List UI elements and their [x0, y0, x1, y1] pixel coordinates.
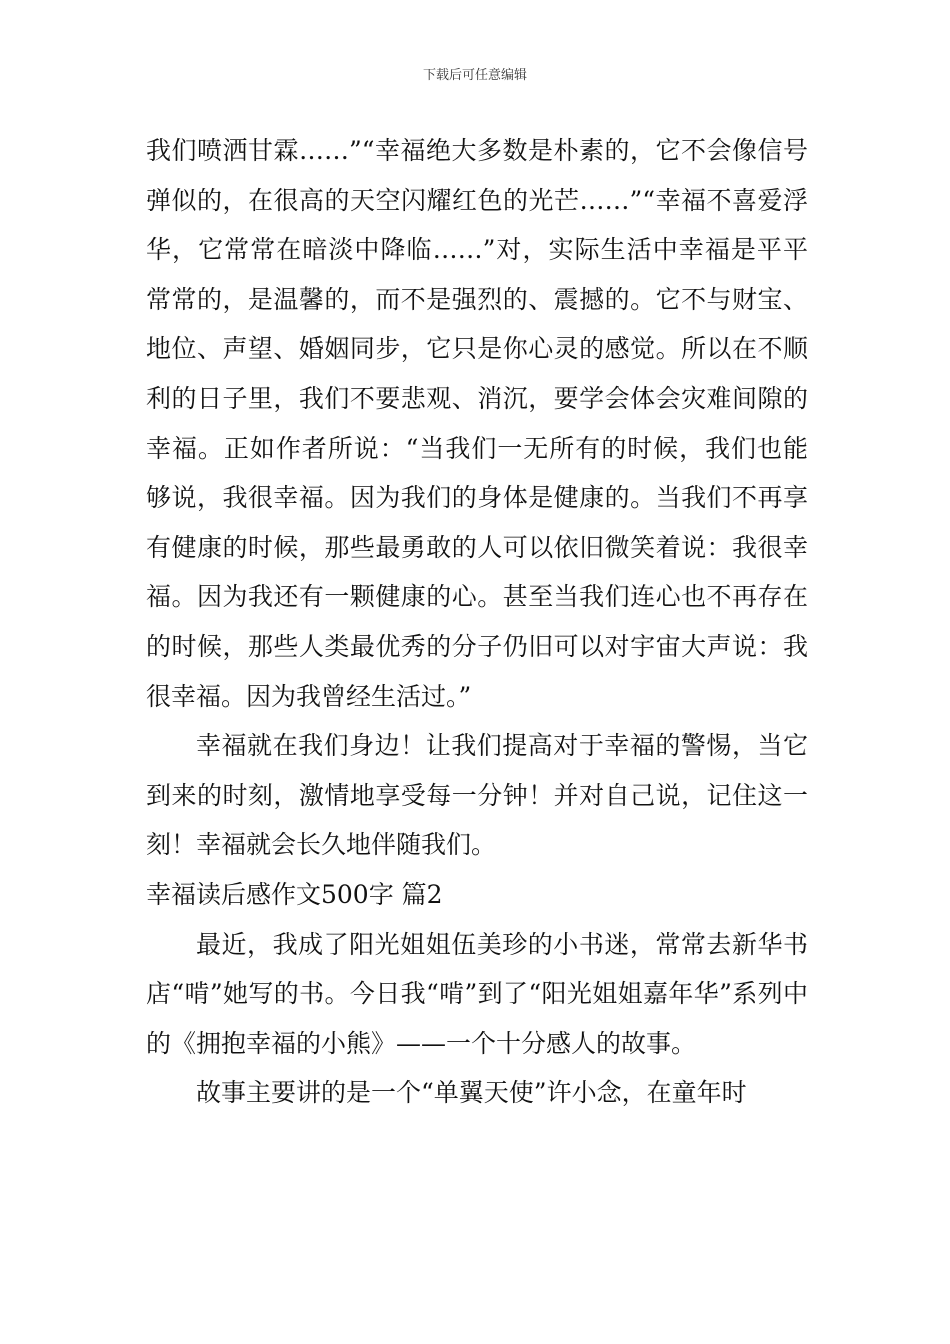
paragraph-recently: 最近，我成了阳光姐姐伍美珍的小书迷，常常去新华书店“啃”她写的书。今日我“啃”到了“阳光姐姐嘉年华”系列中的《拥抱幸福的小熊》——一个十分感人的故事。	[146, 929, 808, 1058]
paragraph-story-summary: 故事主要讲的是一个“单翼天使”许小念，在童年时	[196, 1078, 747, 1108]
section-heading: 幸福读后感作文500字 篇2	[146, 879, 443, 909]
page-header: 下载后可任意编辑	[422, 68, 527, 83]
paragraph-happiness-nearby: 幸福就在我们身边！让我们提高对于幸福的警惕，当它到来的时刻，激情地享受每一分钟！并对自己说，记住这一刻！幸福就会长久地伴随我们。	[146, 731, 808, 860]
document-body	[146, 126, 808, 1118]
paragraph-continuation: 我们喷洒甘霖……”“幸福绝大多数是朴素的，它不会像信号弹似的，在很高的天空闪耀红色的光芒……”“幸福不喜爱浮华，它常常在暗淡中降临……”对，实际生活中幸福是平平常常的，是温馨的，而不是强烈的、震撼的。它不与财宝、地位、声望、婚姻同步，它只是你心灵的感觉。所以在不顺利的日子里，我们不要悲观、消沉，要学会体会灾难间隙的幸福。正如作者所说：“当我们一无所有的时候，我们也能够说，我很幸福。因为我们的身体是健康的。当我们不再享有健康的时候，那些最勇敢的人可以依旧微笑着说：我很幸福。因为我还有一颗健康的心。甚至当我们连心也不再存在的时候，那些人类最优秀的分子仍旧可以对宇宙大声说：我很幸福。因为我曾经生活过。”	[146, 136, 808, 711]
